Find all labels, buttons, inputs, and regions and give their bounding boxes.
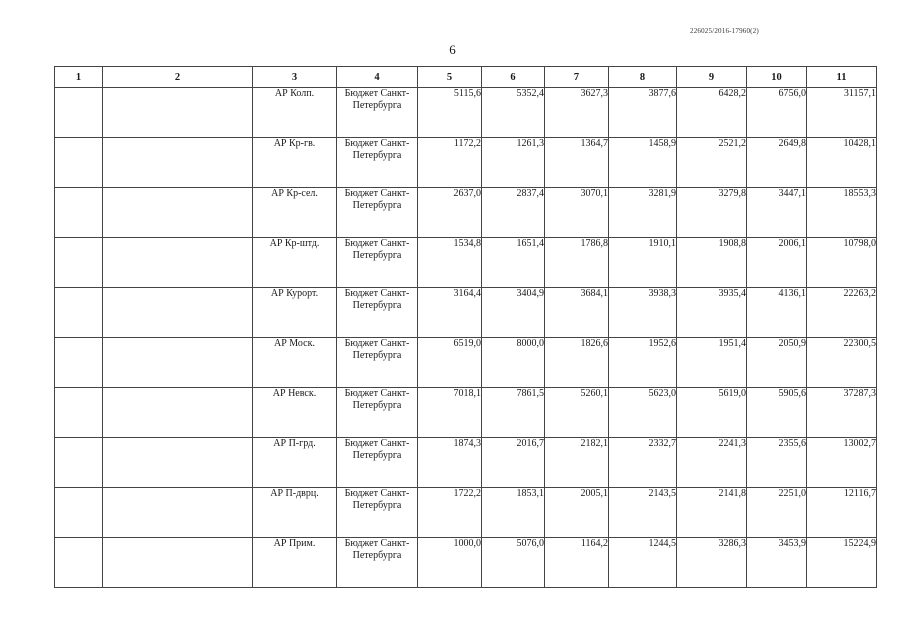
value-cell-col-11: 22263,2	[807, 288, 877, 338]
value-cell-col-5: 3164,4	[418, 288, 482, 338]
region-cell: АР Кр-гв.	[253, 138, 337, 188]
funding-source-cell: Бюджет Санкт-Петербурга	[337, 238, 418, 288]
value-cell-col-10: 2355,6	[747, 438, 807, 488]
value-cell-col-7: 2182,1	[545, 438, 609, 488]
value-cell-col-11: 13002,7	[807, 438, 877, 488]
value-cell-col-9: 1951,4	[677, 338, 747, 388]
value-cell-col-5: 1874,3	[418, 438, 482, 488]
value-cell-col-9: 2521,2	[677, 138, 747, 188]
funding-source-cell: Бюджет Санкт-Петербурга	[337, 138, 418, 188]
empty-cell	[55, 188, 103, 238]
region-cell: АР Курорт.	[253, 288, 337, 338]
value-cell-col-11: 15224,9	[807, 538, 877, 588]
value-cell-col-5: 6519,0	[418, 338, 482, 388]
funding-source-cell: Бюджет Санкт-Петербурга	[337, 88, 418, 138]
value-cell-col-10: 3447,1	[747, 188, 807, 238]
document-reference: 226025/2016-17960(2)	[690, 27, 759, 35]
region-cell: АР П-дврц.	[253, 488, 337, 538]
value-cell-col-6: 8000,0	[482, 338, 545, 388]
value-cell-col-8: 3938,3	[609, 288, 677, 338]
value-cell-col-6: 5352,4	[482, 88, 545, 138]
column-header-1: 1	[55, 67, 103, 88]
table-row	[55, 238, 877, 288]
value-cell-col-11: 12116,7	[807, 488, 877, 538]
value-cell-col-7: 3684,1	[545, 288, 609, 338]
value-cell-col-9: 6428,2	[677, 88, 747, 138]
empty-cell	[55, 538, 103, 588]
value-cell-col-9: 2241,3	[677, 438, 747, 488]
value-cell-col-5: 1534,8	[418, 238, 482, 288]
value-cell-col-10: 4136,1	[747, 288, 807, 338]
value-cell-col-9: 5619,0	[677, 388, 747, 438]
table-row	[55, 338, 877, 388]
value-cell-col-11: 10428,1	[807, 138, 877, 188]
region-cell: АР Кр-сел.	[253, 188, 337, 238]
empty-cell	[55, 288, 103, 338]
empty-cell	[55, 88, 103, 138]
value-cell-col-9: 3286,3	[677, 538, 747, 588]
value-cell-col-10: 2050,9	[747, 338, 807, 388]
value-cell-col-7: 3627,3	[545, 88, 609, 138]
empty-cell	[55, 338, 103, 388]
table-header-row	[55, 67, 877, 88]
region-cell: АР Невск.	[253, 388, 337, 438]
value-cell-col-11: 31157,1	[807, 88, 877, 138]
value-cell-col-8: 1910,1	[609, 238, 677, 288]
funding-source-cell: Бюджет Санкт-Петербурга	[337, 538, 418, 588]
value-cell-col-6: 5076,0	[482, 538, 545, 588]
empty-cell	[103, 288, 253, 338]
value-cell-col-9: 2141,8	[677, 488, 747, 538]
column-header-8: 8	[609, 67, 677, 88]
empty-cell	[103, 188, 253, 238]
table-row	[55, 88, 877, 138]
region-cell: АР Прим.	[253, 538, 337, 588]
budget-table	[54, 66, 877, 588]
value-cell-col-10: 5905,6	[747, 388, 807, 438]
empty-cell	[55, 488, 103, 538]
table-row	[55, 388, 877, 438]
region-cell: АР Кр-штд.	[253, 238, 337, 288]
value-cell-col-5: 7018,1	[418, 388, 482, 438]
value-cell-col-5: 1172,2	[418, 138, 482, 188]
value-cell-col-10: 2251,0	[747, 488, 807, 538]
column-header-7: 7	[545, 67, 609, 88]
value-cell-col-5: 2637,0	[418, 188, 482, 238]
value-cell-col-6: 2016,7	[482, 438, 545, 488]
value-cell-col-7: 1164,2	[545, 538, 609, 588]
funding-source-cell: Бюджет Санкт-Петербурга	[337, 288, 418, 338]
empty-cell	[103, 88, 253, 138]
value-cell-col-9: 1908,8	[677, 238, 747, 288]
value-cell-col-8: 2332,7	[609, 438, 677, 488]
funding-source-cell: Бюджет Санкт-Петербурга	[337, 488, 418, 538]
value-cell-col-6: 1853,1	[482, 488, 545, 538]
value-cell-col-6: 7861,5	[482, 388, 545, 438]
table-row	[55, 138, 877, 188]
empty-cell	[103, 388, 253, 438]
value-cell-col-9: 3935,4	[677, 288, 747, 338]
empty-cell	[103, 138, 253, 188]
value-cell-col-6: 2837,4	[482, 188, 545, 238]
value-cell-col-7: 2005,1	[545, 488, 609, 538]
value-cell-col-6: 1651,4	[482, 238, 545, 288]
value-cell-col-8: 1244,5	[609, 538, 677, 588]
column-header-11: 11	[807, 67, 877, 88]
table-row	[55, 488, 877, 538]
value-cell-col-10: 2006,1	[747, 238, 807, 288]
table-row	[55, 288, 877, 338]
value-cell-col-8: 1458,9	[609, 138, 677, 188]
value-cell-col-5: 1722,2	[418, 488, 482, 538]
value-cell-col-5: 1000,0	[418, 538, 482, 588]
value-cell-col-11: 18553,3	[807, 188, 877, 238]
empty-cell	[55, 238, 103, 288]
table-body	[55, 88, 877, 588]
value-cell-col-8: 5623,0	[609, 388, 677, 438]
funding-source-cell: Бюджет Санкт-Петербурга	[337, 438, 418, 488]
empty-cell	[103, 488, 253, 538]
value-cell-col-7: 1364,7	[545, 138, 609, 188]
value-cell-col-8: 2143,5	[609, 488, 677, 538]
value-cell-col-8: 3877,6	[609, 88, 677, 138]
region-cell: АР Моск.	[253, 338, 337, 388]
column-header-9: 9	[677, 67, 747, 88]
value-cell-col-5: 5115,6	[418, 88, 482, 138]
page-number: 6	[449, 42, 456, 57]
value-cell-col-7: 1786,8	[545, 238, 609, 288]
value-cell-col-6: 1261,3	[482, 138, 545, 188]
value-cell-col-11: 37287,3	[807, 388, 877, 438]
column-header-10: 10	[747, 67, 807, 88]
empty-cell	[103, 438, 253, 488]
value-cell-col-6: 3404,9	[482, 288, 545, 338]
table-row	[55, 538, 877, 588]
value-cell-col-7: 3070,1	[545, 188, 609, 238]
value-cell-col-11: 22300,5	[807, 338, 877, 388]
column-header-6: 6	[482, 67, 545, 88]
value-cell-col-8: 1952,6	[609, 338, 677, 388]
value-cell-col-10: 3453,9	[747, 538, 807, 588]
empty-cell	[55, 438, 103, 488]
empty-cell	[103, 238, 253, 288]
region-cell: АР Колп.	[253, 88, 337, 138]
empty-cell	[103, 538, 253, 588]
funding-source-cell: Бюджет Санкт-Петербурга	[337, 388, 418, 438]
column-header-2: 2	[103, 67, 253, 88]
table-row	[55, 188, 877, 238]
region-cell: АР П-грд.	[253, 438, 337, 488]
column-header-5: 5	[418, 67, 482, 88]
empty-cell	[103, 338, 253, 388]
value-cell-col-9: 3279,8	[677, 188, 747, 238]
funding-source-cell: Бюджет Санкт-Петербурга	[337, 338, 418, 388]
value-cell-col-10: 6756,0	[747, 88, 807, 138]
funding-source-cell: Бюджет Санкт-Петербурга	[337, 188, 418, 238]
value-cell-col-8: 3281,9	[609, 188, 677, 238]
empty-cell	[55, 388, 103, 438]
value-cell-col-10: 2649,8	[747, 138, 807, 188]
table-row	[55, 438, 877, 488]
column-header-4: 4	[337, 67, 418, 88]
value-cell-col-11: 10798,0	[807, 238, 877, 288]
value-cell-col-7: 1826,6	[545, 338, 609, 388]
empty-cell	[55, 138, 103, 188]
column-header-3: 3	[253, 67, 337, 88]
value-cell-col-7: 5260,1	[545, 388, 609, 438]
